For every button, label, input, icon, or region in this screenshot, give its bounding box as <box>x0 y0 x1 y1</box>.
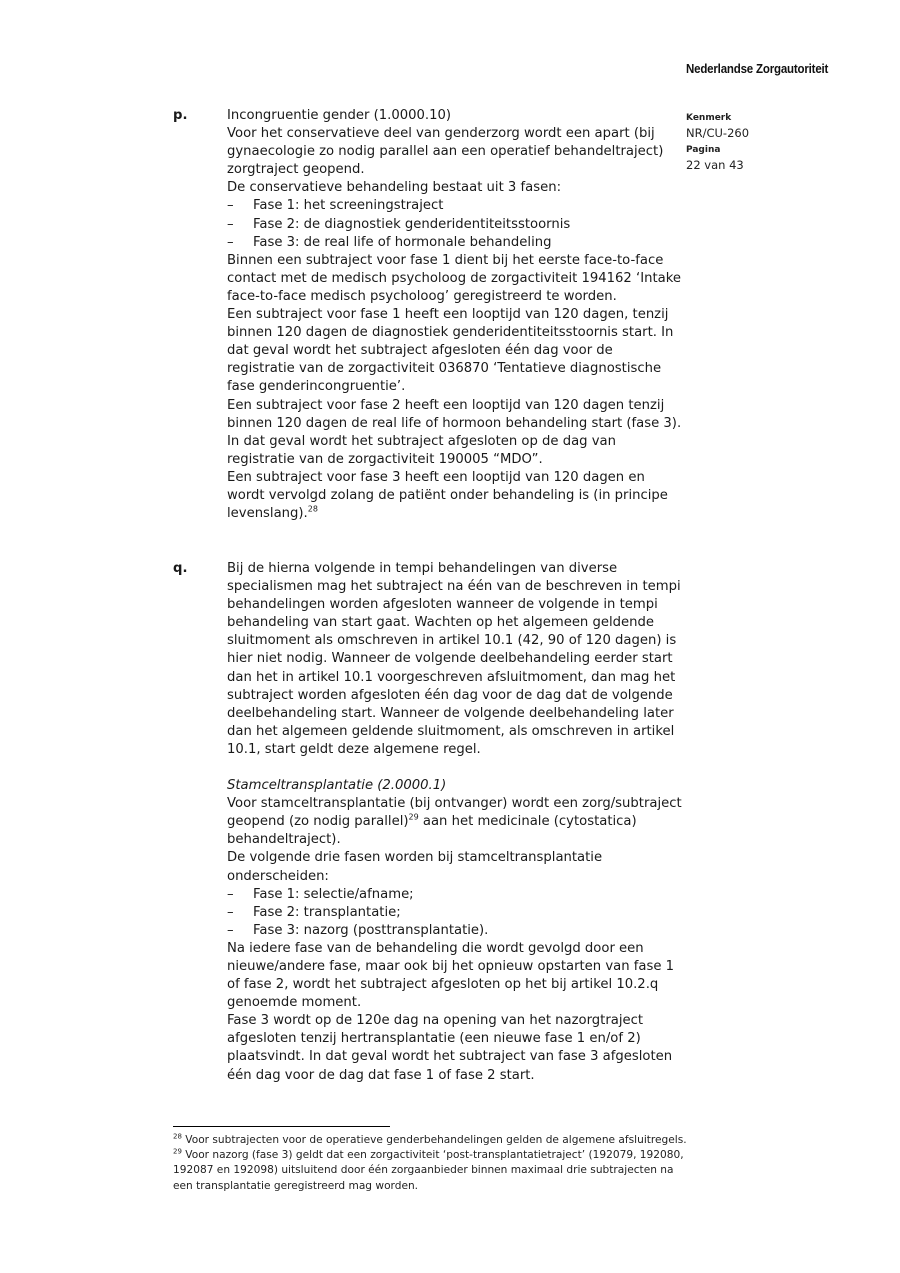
footnote-divider <box>173 1126 390 1127</box>
paragraph: Fase 3 wordt op de 120e dag na opening van het nazorgtraject afgesloten tenzij hertransplantatie (een nieuwe fase 1 en/of 2) plaatsvindt. In dat geval wordt het subtraject van fase 3 afgesloten één dag voor de dag dat fase 1 of fase 2 start. <box>227 1013 673 1083</box>
footnote-number: 28 <box>173 1132 182 1141</box>
kenmerk-value: NR/CU-260 <box>686 126 750 140</box>
list-item-text: Fase 1: het screeningstraject <box>253 198 444 214</box>
footnote-ref-29[interactable]: 29 <box>408 812 419 822</box>
pagina-label: Pagina <box>686 145 721 155</box>
item-q <box>173 560 683 1085</box>
item-title: Incongruentie gender (1.0000.10) <box>227 108 452 123</box>
item-body <box>227 107 683 523</box>
list-item-text: Fase 3: nazorg (posttransplantatie). <box>253 922 489 938</box>
paragraph <box>227 469 683 523</box>
paragraph: Binnen een subtraject voor fase 1 dient bij het eerste face-to-face contact met de medisch psycholoog de zorgactiviteit 194162 ‘Intake face-to-face medisch psycholoog’ geregistreerd te worden. <box>227 252 681 304</box>
item-letter: q. <box>173 561 188 576</box>
item-body <box>227 560 683 1085</box>
dash-bullet-icon: – <box>227 216 234 232</box>
list-item <box>227 904 683 922</box>
dash-bullet-icon: – <box>227 904 234 920</box>
list-item-text: Fase 1: selectie/afname; <box>253 886 414 902</box>
pagina-value: 22 van 43 <box>686 158 744 172</box>
footnote-number: 29 <box>173 1147 182 1156</box>
list-item <box>227 922 683 940</box>
document-meta <box>686 112 749 176</box>
paragraph-text: Voor stamceltransplantatie (bij ontvanger) wordt een zorg/subtraject geopend (zo nodig parallel) <box>227 796 682 830</box>
organisation-name: Nederlandse Zorgautoriteit <box>686 62 829 76</box>
footnotes <box>173 1133 693 1194</box>
paragraph: Na iedere fase van de behandeling die wordt gevolgd door een nieuwe/andere fase, maar ook bij het opnieuw opstarten van fase 1 of fase 2, wordt het subtraject afgesloten op het bij artikel 10.2.q genoemde moment. <box>227 940 675 1011</box>
dash-bullet-icon: – <box>227 922 234 938</box>
phase-list <box>227 197 683 251</box>
paragraph: Voor het conservatieve deel van genderzorg wordt een apart (bij gynaecologie zo nodig parallel aan een operatief behandeltraject) zorgtraject geopend. <box>227 126 664 178</box>
list-item <box>227 197 683 215</box>
footnote-ref-28[interactable]: 28 <box>307 504 318 514</box>
paragraph <box>227 795 683 849</box>
list-item <box>227 234 683 252</box>
item-p <box>173 107 683 523</box>
paragraph: Een subtraject voor fase 1 heeft een looptijd van 120 dagen, tenzij binnen 120 dagen de diagnostiek genderidentiteitsstoornis start. In dat geval wordt het subtraject afgesloten één dag voor de registratie van de zorgactiviteit 036870 ‘Tentatieve diagnostische fase genderincongruentie’. <box>227 307 674 395</box>
list-item <box>227 216 683 234</box>
kenmerk-label: Kenmerk <box>686 113 732 123</box>
footnote-text: Voor subtrajecten voor de operatieve genderbehandelingen gelden de algemene afsluitregels. <box>181 1134 687 1146</box>
list-item <box>227 886 683 904</box>
subsection-title: Stamceltransplantatie (2.0000.1) <box>227 778 447 794</box>
footnote-28 <box>173 1133 693 1148</box>
phase-list <box>227 886 683 940</box>
paragraph: Een subtraject voor fase 2 heeft een looptijd van 120 dagen tenzij binnen 120 dagen de real life of hormoon behandeling start (fase 3). In dat geval wordt het subtraject afgesloten op de dag van registratie van de zorgactiviteit 190005 “MDO”. <box>227 397 682 467</box>
paragraph: Bij de hierna volgende in tempi behandelingen van diverse specialismen mag het subtraject na één van de beschreven in tempi behandelingen worden afgesloten wanneer de volgende in tempi behandeling van start gaat. Wachten op het algemeen geldende sluitmoment als omschreven in artikel 10.1 (42, 90 of 120 dagen) is hier niet nodig. Wanneer de volgende deelbehandeling eerder start dan het in artikel 10.1 voorgeschreven afsluitmoment, dan mag het subtraject worden afgesloten één dag voor de dag dat de volgende deelbehandeling start. Wanneer de volgende deelbehandeling later dan het algemeen geldende sluitmoment, als omschreven in artikel 10.1, start geldt deze algemene regel. <box>227 561 681 757</box>
spacer <box>227 759 683 777</box>
item-letter: p. <box>173 108 188 123</box>
paragraph: De conservatieve behandeling bestaat uit 3 fasen: <box>227 180 562 196</box>
dash-bullet-icon: – <box>227 234 234 250</box>
paragraph: De volgende drie fasen worden bij stamceltransplantatie onderscheiden: <box>227 850 603 884</box>
paragraph-text: aan het medicinale (cytostatica) behandeltraject). <box>227 814 637 848</box>
footnote-text: Voor nazorg (fase 3) geldt dat een zorgactiviteit ‘post-transplantatietraject’ (192079, 192080, 192087 en 192098) uitsluitend door één zorgaanbieder binnen maximaal drie subtrajecten na een transplantatie geregistreerd mag worden. <box>173 1149 684 1192</box>
dash-bullet-icon: – <box>227 198 234 214</box>
list-item-text: Fase 2: de diagnostiek genderidentiteitsstoornis <box>253 216 571 232</box>
list-item-text: Fase 2: transplantatie; <box>253 904 401 920</box>
footnote-29 <box>173 1148 693 1194</box>
list-item-text: Fase 3: de real life of hormonale behandeling <box>253 234 552 250</box>
dash-bullet-icon: – <box>227 886 234 902</box>
paragraph-text: Een subtraject voor fase 3 heeft een looptijd van 120 dagen en wordt vervolgd zolang de patiënt onder behandeling is (in principe levenslang). <box>227 469 668 522</box>
